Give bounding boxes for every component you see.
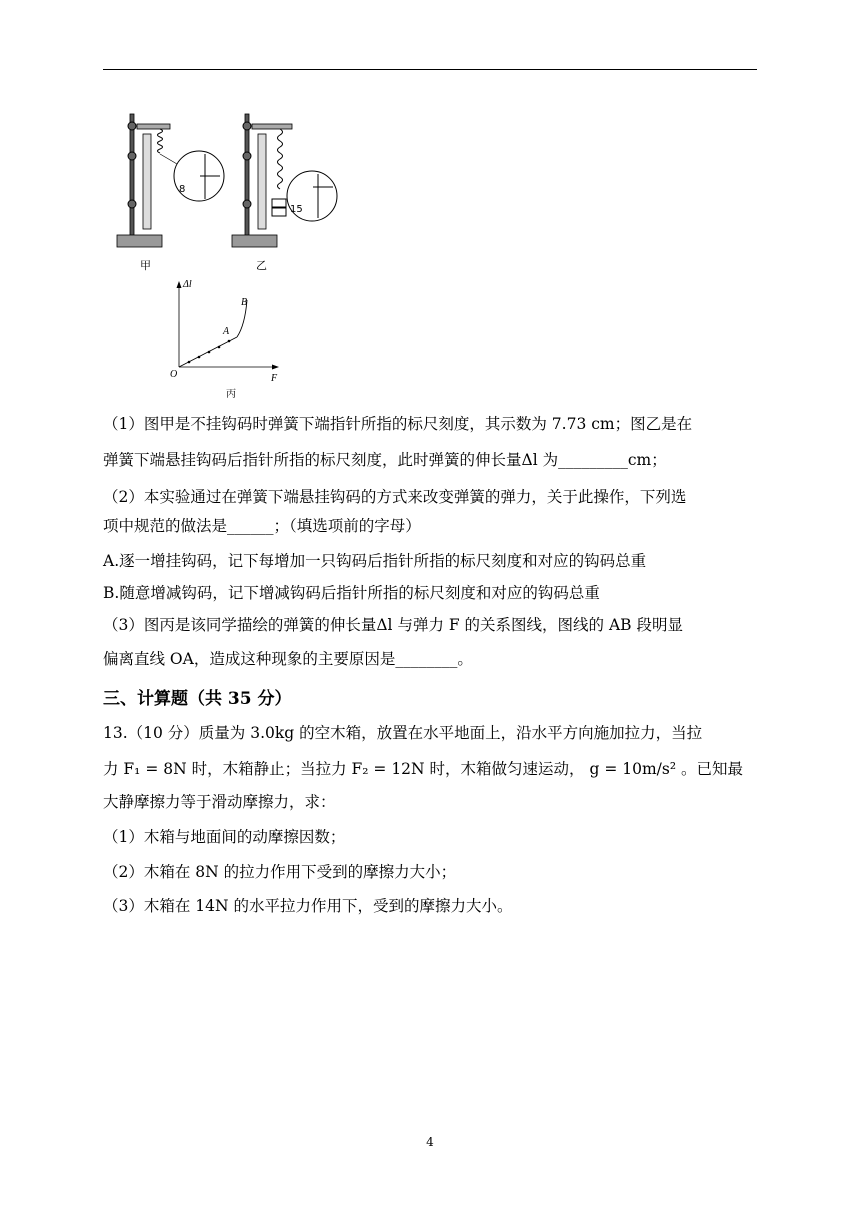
q13-line3: 大静摩擦力等于滑动摩擦力，求： [103,793,336,811]
q12-option-b: B.随意增减钩码，记下增减钩码后指针所指的标尺刻度和对应的钩码总重 [103,584,600,602]
svg-text:15: 15 [290,204,303,215]
apparatus-jia-figure [115,104,230,254]
graph-xlabel: F [271,373,278,384]
svg-text:8: 8 [179,184,186,195]
header-rule [103,69,757,70]
graph-point-a: A [223,326,230,337]
caption-bing: 丙 [226,389,236,400]
graph-point-b: B [241,297,248,308]
graph-ylabel: Δl [183,279,192,290]
q13-sub2: （2）木箱在 8N 的拉力作用下受到的摩擦力大小； [103,863,457,881]
q12-part1-line2: 弹簧下端悬挂钩码后指针所指的标尺刻度，此时弹簧的伸长量Δl 为_________cm； [103,451,667,469]
q12-part2-line2: 项中规范的做法是______；（填选项前的字母） [103,517,421,535]
q12-part3-line1: （3）图丙是该同学描绘的弹簧的伸长量Δl 与弹力 F 的关系图线，图线的 AB 段明显 [103,616,683,634]
q13-sub1: （1）木箱与地面间的动摩擦因数； [103,828,346,846]
graph-bing [165,275,290,400]
q13-line2: 力 F₁ = 8N 时，木箱静止；当拉力 F₂ = 12N 时，木箱做匀速运动， g = 10m/s² 。已知最 [103,760,743,778]
graph-origin: O [170,369,178,380]
page-number: 4 [426,1135,434,1149]
q12-part1-line1: （1）图甲是不挂钩码时弹簧下端指针所指的标尺刻度，其示数为 7.73 cm；图乙是在 [103,415,693,433]
q13-line1: 13.（10 分）质量为 3.0kg 的空木箱，放置在水平地面上，沿水平方向施加拉力，当拉 [103,724,703,742]
caption-jia: 甲 [140,259,151,272]
q12-part2-line1: （2）本实验通过在弹簧下端悬挂钩码的方式来改变弹簧的弹力，关于此操作，下列选 [103,488,687,506]
caption-yi: 乙 [256,259,267,272]
q13-sub3: （3）木箱在 14N 的水平拉力作用下，受到的摩擦力大小。 [103,897,513,915]
apparatus-yi-figure [230,104,350,254]
q12-option-a: A.逐一增挂钩码，记下每增加一只钩码后指针所指的标尺刻度和对应的钩码总重 [103,552,647,570]
q12-part3-line2: 偏离直线 OA，造成这种现象的主要原因是________。 [103,650,473,668]
section3-heading: 三、计算题（共 35 分） [103,689,292,709]
